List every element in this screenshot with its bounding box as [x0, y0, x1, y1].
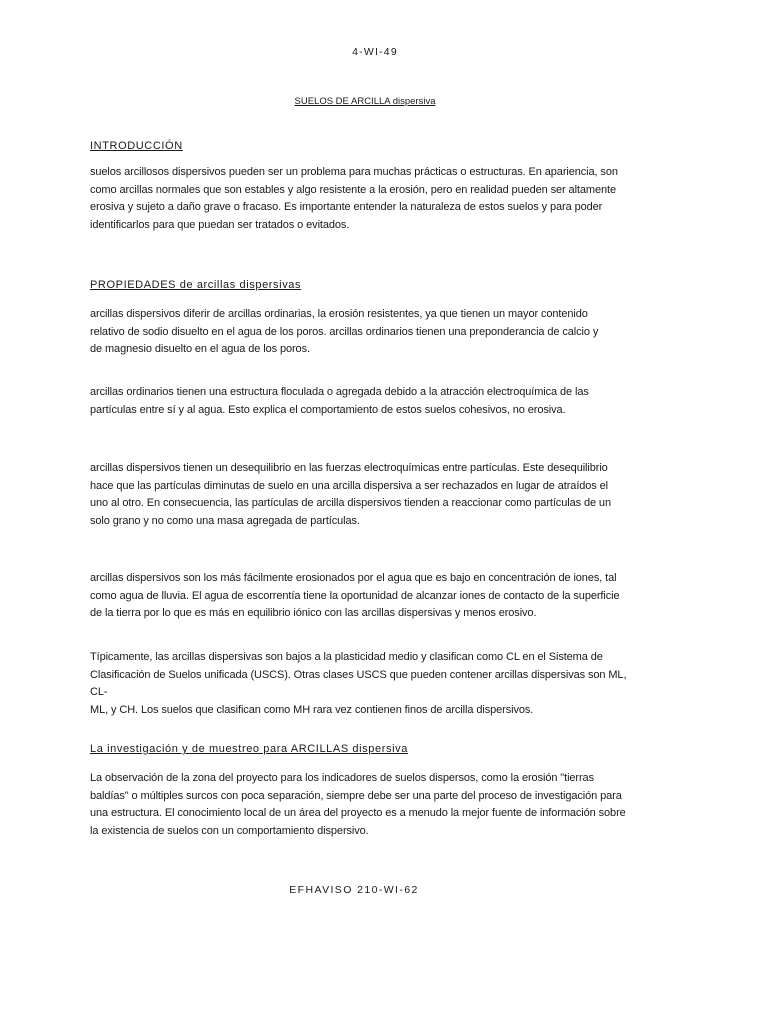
section-heading-investigation: La investigación y de muestreo para ARCILLAS dispersiva — [90, 743, 408, 755]
page-number: 4-WI-49 — [352, 46, 398, 58]
section-heading-introduction: INTRODUCCIÓN — [90, 140, 183, 152]
paragraph-introduction: suelos arcillosos dispersivos pueden ser un problema para muchas prácticas o estructuras. En apariencia, son como arcillas normales que son estables y algo resistente a la erosión, pero en realidad pueden ser altamente erosiva y sujeto a daño grave o fracaso. Es importante entender la naturaleza de estos suelos y para poder identificarlos para que puedan ser tratados o evitados. — [90, 166, 618, 231]
paragraph-properties-1: arcillas dispersivos diferir de arcillas ordinarias, la erosión resistentes, ya que tienen un mayor contenido relativo de sodio disuelto en el agua de los poros. arcillas ordinarios tienen una preponderancia de calcio y de magnesio disuelto en el agua de los poros. — [90, 308, 599, 355]
paragraph-properties-4: arcillas dispersivos son los más fácilmente erosionados por el agua que es bajo en concentración de iones, tal como agua de lluvia. El agua de escorrentía tiene la oportunidad de alcanzar iones de contacto de la superficie de la tierra por lo que es más en equilibrio iónico con las arcillas dispersivas y menos erosivo. — [90, 572, 620, 619]
paragraph-properties-3: arcillas dispersivos tienen un desequilibrio en las fuerzas electroquímicas entre partículas. Este desequilibrio hace que las partículas diminutas de suelo en una arcilla dispersiva a ser rechazados en lugar de atraídos el uno al otro. En consecuencia, las partículas de arcilla dispersivos tienden a reaccionar como partículas de un solo grano y no como una masa agregada de partículas. — [90, 462, 611, 527]
paragraph-investigation: La observación de la zona del proyecto para los indicadores de suelos dispersos, como la erosión "tierras baldías" o múltiples surcos con poca separación, siempre debe ser una parte del proceso de investigación para una estructura. El conocimiento local de un área del proyecto es a menudo la mejor fuente de información sobre la existencia de suelos con un comportamiento dispersivo. — [90, 772, 626, 837]
document-title: SUELOS DE ARCILLA dispersiva — [294, 96, 436, 107]
footer-reference: EFHAVISO 210-WI-62 — [289, 884, 419, 896]
paragraph-properties-5: Típicamente, las arcillas dispersivas son bajos a la plasticidad medio y clasifican como CL en el Sistema de Clasificación de Suelos unificada (USCS). Otras clases USCS que pueden contener arcillas dispersivas son ML, CL- ML, y CH. Los suelos que clasifican como MH rara vez contienen finos de arcilla dispersivos. — [90, 651, 627, 716]
paragraph-properties-2: arcillas ordinarios tienen una estructura floculada o agregada debido a la atracción electroquímica de las partículas entre sí y al agua. Esto explica el comportamiento de estos suelos cohesivos, no erosiva. — [90, 386, 589, 416]
section-heading-properties: PROPIEDADES de arcillas dispersivas — [90, 279, 302, 291]
